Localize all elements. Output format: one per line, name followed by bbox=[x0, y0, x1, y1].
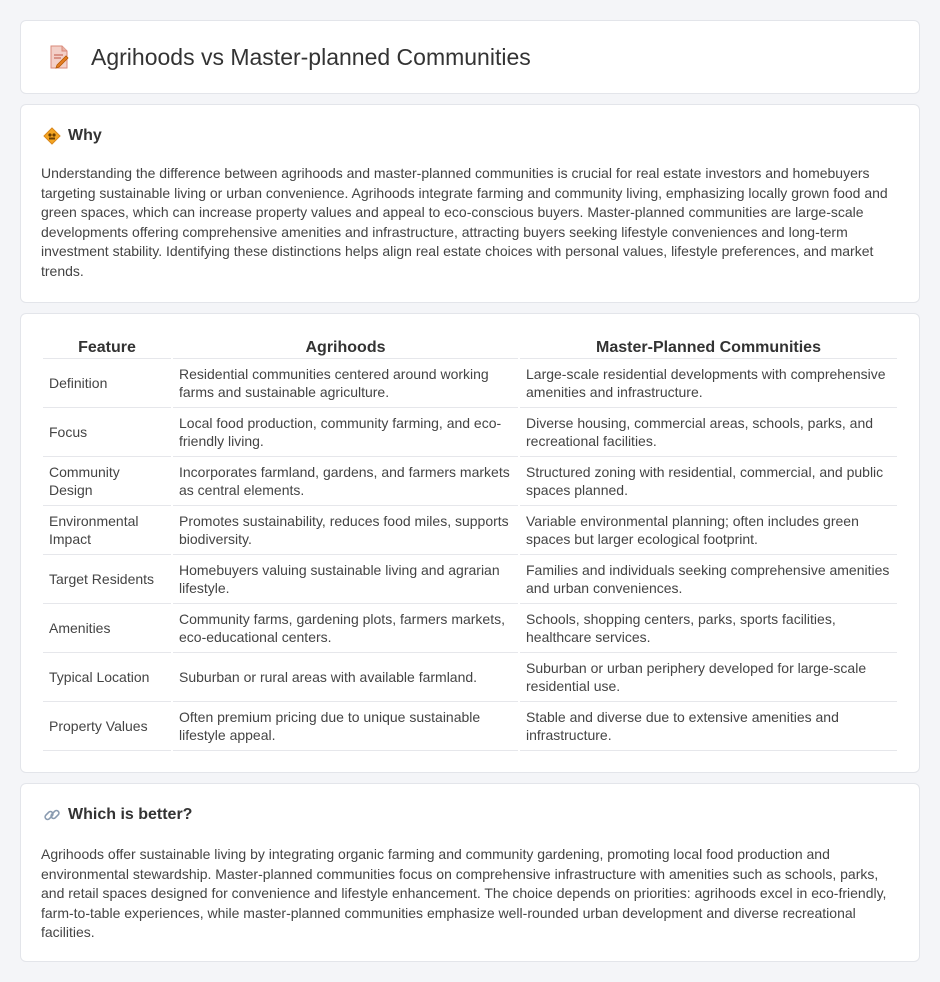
agrihoods-cell: Residential communities centered around working farms and sustainable agriculture. bbox=[173, 359, 518, 408]
table-row bbox=[43, 702, 897, 751]
table-row bbox=[43, 457, 897, 506]
better-paragraph: Agrihoods offer sustainable living by integrating organic farming and community gardening, promoting local food production and environmental stewardship. Master-planned communities focus on comprehensive infrastructure with amenities such as schools, parks, and retail spaces designed for convenience and lifestyle enhancement. The choice depends on priorities: agrihoods excel in eco-friendly, farm-to-table experiences, while master-planned communities emphasize well-rounded urban development and diverse recreational facilities. bbox=[41, 846, 887, 940]
table-header-row bbox=[43, 335, 897, 359]
table-row bbox=[43, 408, 897, 457]
column-header: Master-Planned Communities bbox=[520, 335, 897, 359]
master-planned-cell: Structured zoning with residential, commercial, and public spaces planned. bbox=[520, 457, 897, 506]
feature-cell: Amenities bbox=[43, 604, 171, 653]
why-heading bbox=[43, 127, 102, 145]
page-title: Agrihoods vs Master-planned Communities bbox=[91, 43, 531, 70]
feature-cell: Definition bbox=[43, 359, 171, 408]
agrihoods-cell: Incorporates farmland, gardens, and farmers markets as central elements. bbox=[173, 457, 518, 506]
feature-cell: Typical Location bbox=[43, 653, 171, 702]
better-heading bbox=[43, 806, 192, 824]
which-is-better-section bbox=[20, 783, 920, 962]
master-planned-cell: Suburban or urban periphery developed for large-scale residential use. bbox=[520, 653, 897, 702]
agrihoods-cell: Often premium pricing due to unique sustainable lifestyle appeal. bbox=[173, 702, 518, 751]
agrihoods-cell: Promotes sustainability, reduces food miles, supports biodiversity. bbox=[173, 506, 518, 555]
link-icon bbox=[43, 806, 61, 824]
document-edit-icon bbox=[45, 43, 73, 71]
agrihoods-cell: Community farms, gardening plots, farmers markets, eco-educational centers. bbox=[173, 604, 518, 653]
column-header: Agrihoods bbox=[173, 335, 518, 359]
table-row bbox=[43, 359, 897, 408]
header-card bbox=[20, 20, 920, 94]
feature-cell: Focus bbox=[43, 408, 171, 457]
why-title: Why bbox=[68, 127, 102, 144]
agrihoods-cell: Suburban or rural areas with available farmland. bbox=[173, 653, 518, 702]
comparison-section bbox=[20, 313, 920, 773]
comparison-table bbox=[41, 335, 899, 751]
master-planned-cell: Schools, shopping centers, parks, sports facilities, healthcare services. bbox=[520, 604, 897, 653]
table-row bbox=[43, 604, 897, 653]
agrihoods-cell: Local food production, community farming, and eco-friendly living. bbox=[173, 408, 518, 457]
agrihoods-cell: Homebuyers valuing sustainable living and agrarian lifestyle. bbox=[173, 555, 518, 604]
feature-cell: Community Design bbox=[43, 457, 171, 506]
feature-cell: Target Residents bbox=[43, 555, 171, 604]
master-planned-cell: Diverse housing, commercial areas, schools, parks, and recreational facilities. bbox=[520, 408, 897, 457]
table-row bbox=[43, 555, 897, 604]
why-section bbox=[20, 104, 920, 303]
master-planned-cell: Families and individuals seeking comprehensive amenities and urban conveniences. bbox=[520, 555, 897, 604]
table-row bbox=[43, 506, 897, 555]
master-planned-cell: Large-scale residential developments with comprehensive amenities and infrastructure. bbox=[520, 359, 897, 408]
feature-cell: Property Values bbox=[43, 702, 171, 751]
feature-cell: Environmental Impact bbox=[43, 506, 171, 555]
master-planned-cell: Stable and diverse due to extensive amenities and infrastructure. bbox=[520, 702, 897, 751]
diamond-sign-icon bbox=[43, 127, 61, 145]
column-header: Feature bbox=[43, 335, 171, 359]
why-paragraph: Understanding the difference between agrihoods and master-planned communities is crucial for real estate investors and homebuyers targeting sustainable living or urban convenience. Agrihoods integrate farming and community living, emphasizing locally grown food and green spaces, which can increase property values and appeal to eco-conscious buyers. Master-planned communities are large-scale developments offering comprehensive amenities and infrastructure, attracting buyers seeking lifestyle conveniences and long-term investment stability. Identifying these distinctions helps align real estate choices with personal values, lifestyle preferences, and market trends. bbox=[41, 165, 888, 279]
better-title: Which is better? bbox=[68, 806, 193, 823]
master-planned-cell: Variable environmental planning; often includes green spaces but larger ecological footprint. bbox=[520, 506, 897, 555]
table-row bbox=[43, 653, 897, 702]
